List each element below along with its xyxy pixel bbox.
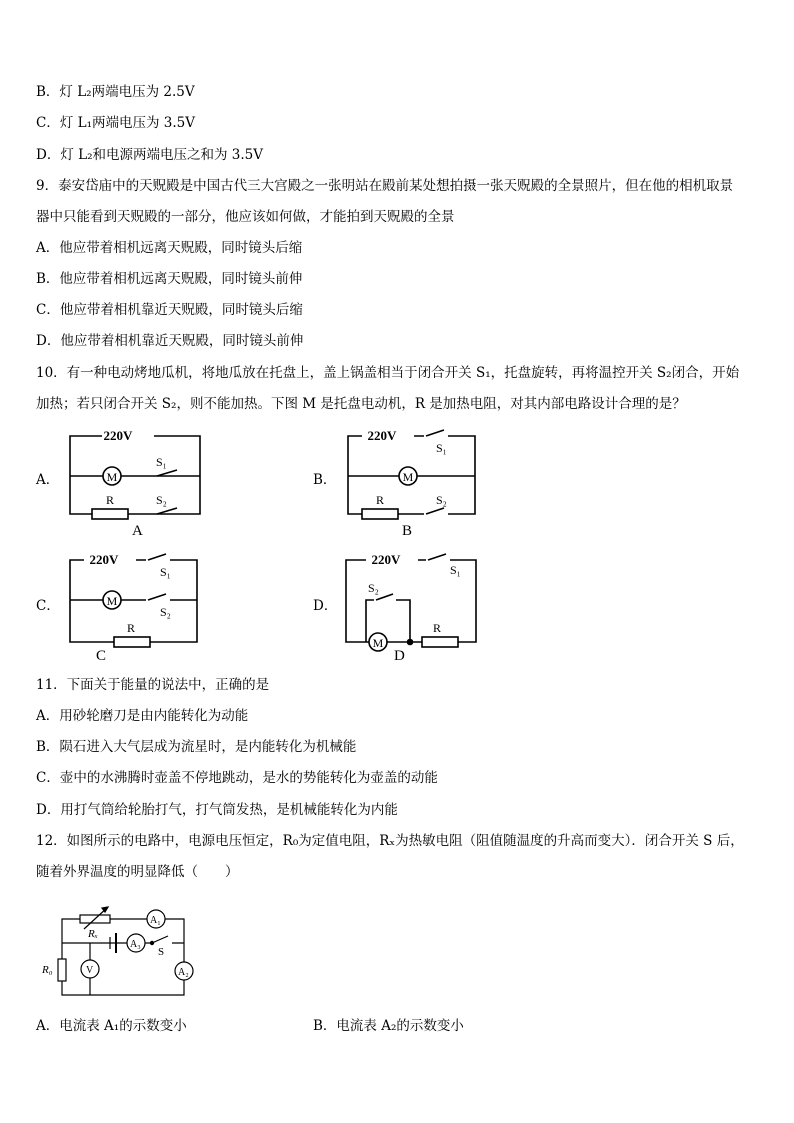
circuit-diagram-q12 <box>36 893 206 1005</box>
circuit-b-r-label: R <box>376 493 385 507</box>
q9-stem-line2: 器中只能看到天贶殿的一部分，他应该如何做，才能拍到天贶殿的全景 <box>36 209 455 225</box>
circuit-c-caption: C <box>96 648 107 664</box>
q8-option-d: D．灯 L₂和电源两端电压之和为 3.5V <box>36 147 264 163</box>
q12-rx-label: Rₓ <box>88 928 98 940</box>
q12-a2-label: A₂ <box>178 967 189 978</box>
q9-option-a: A．他应带着相机远离天贶殿，同时镜头后缩 <box>36 240 303 256</box>
q12-a3-label: A₃ <box>130 939 141 950</box>
circuit-d-s2-label: S₂ <box>368 581 379 595</box>
circuit-diagram-b <box>340 424 485 542</box>
circuit-a-r-label: R <box>106 493 115 507</box>
circuit-a-caption: A <box>132 523 143 539</box>
q12-v-label: V <box>86 965 94 976</box>
q10-stem-line2: 加热；若只闭合开关 S₂，则不能加热。下图 M 是托盘电动机，R 是加热电阻，对其内部电路设计合理的是？ <box>36 396 686 412</box>
q12-stem-line2: 随着外界温度的明显降低（ ） <box>36 864 239 880</box>
circuit-d-r-label: R <box>433 621 442 635</box>
q12-a1-label: A₁ <box>150 915 161 926</box>
q9-option-c: C．他应带着相机靠近天贶殿，同时镜头后缩 <box>36 302 303 318</box>
q11-option-a: A．用砂轮磨刀是由内能转化为动能 <box>36 708 249 724</box>
q12-stem-line1: 12．如图所示的电路中，电源电压恒定，R₀为定值电阻，Rₓ为热敏电阻（阻值随温度的升高而变大）．闭合开关 S 后， <box>36 833 744 849</box>
circuit-d-voltage: 220V <box>371 552 401 567</box>
q10-label-c: C． <box>36 598 60 614</box>
q10-label-b: B． <box>313 472 337 488</box>
circuit-b-s2-label: S₂ <box>436 493 447 507</box>
circuit-b-caption: B <box>402 523 413 539</box>
q12-s-label: S <box>158 946 165 958</box>
circuit-diagram-d <box>338 548 483 666</box>
circuit-a-voltage: 220V <box>103 428 133 443</box>
circuit-a-s2-label: S₂ <box>156 493 167 507</box>
circuit-d-s1-label: S₁ <box>450 563 461 577</box>
q9-option-d: D．他应带着相机靠近天贶殿，同时镜头前伸 <box>36 333 304 349</box>
circuit-b-motor-label: M <box>402 470 414 484</box>
q11-stem: 11．下面关于能量的说法中，正确的是 <box>36 677 270 693</box>
circuit-a-motor-label: M <box>106 470 118 484</box>
q8-option-b: B．灯 L₂两端电压为 2.5V <box>36 84 195 100</box>
circuit-diagram-a <box>62 424 207 542</box>
circuit-a-s1-label: S₁ <box>156 455 167 469</box>
circuit-c-motor-label: M <box>106 594 118 608</box>
q10-label-a: A． <box>36 472 60 488</box>
q10-stem-line1: 10．有一种电动烤地瓜机，将地瓜放在托盘上，盖上锅盖相当于闭合开关 S₁，托盘旋转，再将温控开关 S₂闭合，开始 <box>36 365 740 381</box>
q11-option-c: C．壶中的水沸腾时壶盖不停地跳动，是水的势能转化为壶盖的动能 <box>36 770 438 786</box>
q12-option-b: B．电流表 A₂的示数变小 <box>313 1018 464 1034</box>
q11-option-d: D．用打气筒给轮胎打气，打气筒发热，是机械能转化为内能 <box>36 802 398 818</box>
circuit-diagram-c <box>62 548 207 666</box>
circuit-c-s2-label: S₂ <box>160 605 171 619</box>
circuit-c-s1-label: S₁ <box>160 565 171 579</box>
circuit-c-voltage: 220V <box>89 552 119 567</box>
circuit-d-caption: D <box>394 648 405 664</box>
q8-option-c: C．灯 L₁两端电压为 3.5V <box>36 115 196 131</box>
circuit-d-motor-label: M <box>372 636 384 650</box>
q10-label-d: D． <box>313 598 338 614</box>
q9-stem-line1: 9．泰安岱庙中的天贶殿是中国古代三大宫殿之一张明站在殿前某处想拍摄一张天贶殿的全景照片，但在他的相机取景 <box>36 178 734 194</box>
circuit-c-r-label: R <box>127 621 136 635</box>
circuit-b-voltage: 220V <box>367 428 397 443</box>
q11-option-b: B．陨石进入大气层成为流星时，是内能转化为机械能 <box>36 739 357 755</box>
circuit-b-s1-label: S₁ <box>436 441 447 455</box>
q9-option-b: B．他应带着相机远离天贶殿，同时镜头前伸 <box>36 271 303 287</box>
q12-r0-label: R₀ <box>42 964 53 976</box>
q12-option-a: A．电流表 A₁的示数变小 <box>36 1018 187 1034</box>
